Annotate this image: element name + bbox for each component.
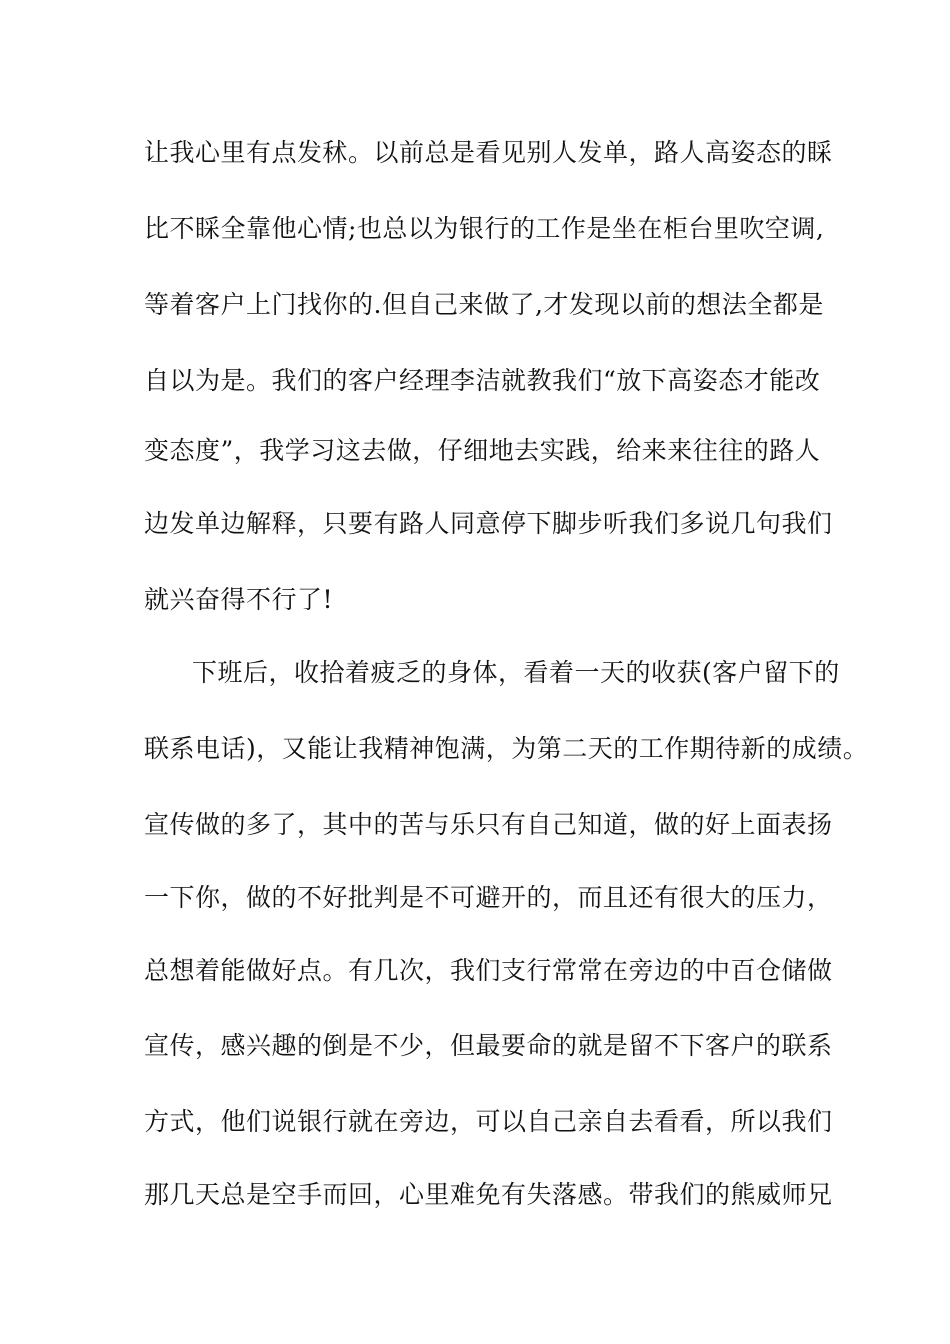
paragraph-first-line: 下班后，收拾着疲乏的身体，看着一天的收获(客户留下的 — [192, 658, 840, 687]
paragraph-line: 方式，他们说银行就在旁边，可以自己亲自去看看，所以我们 — [144, 1107, 833, 1136]
paragraph-line: 宣传，感兴趣的倒是不少，但最要命的就是留不下客户的联系 — [144, 1031, 833, 1060]
paragraph-line: 联系电话)，又能让我精神饱满，为第二天的工作期待新的成绩。 — [144, 734, 869, 763]
paragraph-line: 比不睬全靠他心情;也总以为银行的工作是坐在柜台里吹空调, — [144, 214, 825, 243]
paragraph-line: 自以为是。我们的客户经理李洁就教我们“放下高姿态才能改 — [144, 366, 821, 395]
paragraph-line: 就兴奋得不行了! — [144, 585, 334, 614]
paragraph-line: 宣传做的多了，其中的苦与乐只有自己知道，做的好上面表扬 — [144, 810, 833, 839]
paragraph-line: 一下你，做的不好批判是不可避开的，而且还有很大的压力， — [144, 883, 833, 912]
paragraph-line: 让我心里有点发秫。以前总是看见别人发单，路人高姿态的睬 — [144, 138, 833, 167]
paragraph-line: 那几天总是空手而回，心里难免有失落感。带我们的熊威师兄 — [144, 1180, 833, 1209]
paragraph-line: 边发单边解释，只要有路人同意停下脚步听我们多说几句我们 — [144, 509, 833, 538]
paragraph-line: 等着客户上门找你的.但自己来做了,才发现以前的想法全都是 — [144, 290, 824, 319]
paragraph-line: 变态度”，我学习这去做，仔细地去实践，给来来往往的路人 — [144, 436, 821, 465]
paragraph-line: 总想着能做好点。有几次，我们支行常常在旁边的中百仓储做 — [144, 956, 833, 985]
